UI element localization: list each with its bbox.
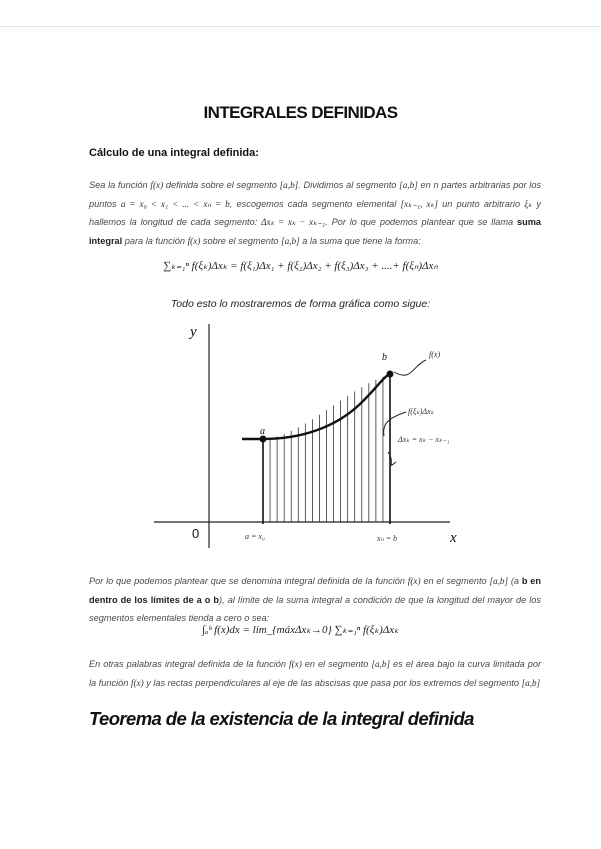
origin-label: 0 <box>192 526 200 541</box>
point-a-label: a <box>260 426 265 437</box>
riemann-sum-graph <box>150 312 470 552</box>
paragraph-definition: Sea la función f(x) definida sobre el segmento [a,b]. Dividimos al segmento [a,b] en n partes arbitrarias por los puntos a = x₀ < x₁ < ... < xₙ = b, escogemos cada segmento elemental [xₖ₋₁, xₖ] un punto arbitrario ξₖ y hallemos la longitud de cada segmento: Δxₖ = xₖ − xₖ₋₁. Por lo que podemos plantear que se llama suma integral para la función f(x) sobre el segmento [a,b] a la suma que tiene la forma: <box>89 180 542 246</box>
paragraph-integral-definition: Por lo que podemos plantear que se denomina integral definida de la función f(x) en el segmento [a,b] (a b en dentro de los límites de a o b), al límite de la suma integral a condición de que la longitud del mayor de los segmentos elementales tienda a cero o sea: <box>89 576 541 623</box>
point-b-label: b <box>382 352 387 363</box>
function-label: f(x) <box>429 350 441 359</box>
graph-caption: Todo esto lo mostraremos de forma gráfica como sigue: <box>170 298 431 310</box>
delta-x-label: Δxₖ = xₖ − xₖ₋₁ <box>398 435 450 444</box>
integral-formula: ∫ₐᵇ f(x)dx = lim_{máxΔxₖ→0} ∑ₖ₌₁ⁿ f(ξₖ)Δxₖ <box>202 624 399 636</box>
document-title: INTEGRALES DEFINIDAS <box>203 103 398 122</box>
y-axis-label: y <box>190 324 197 340</box>
arrow-fdx <box>384 412 406 436</box>
paragraph-area-interpretation: En otras palabras integral definida de la función f(x) en el segmento [a,b] es el área bajo la curva limitada por la función f(x) y las rectas perpendiculares al eje de las abscisas que pasa por los extremos del segmento [a,b] <box>89 659 542 688</box>
x-axis-label: x <box>450 530 457 546</box>
xn-b-label: xₙ = b <box>377 534 398 543</box>
sum-formula: ∑ₖ₌₁ⁿ f(ξₖ)Δxₖ = f(ξ₁)Δx₁ + f(ξ₂)Δx₂ + f(ξ₃)Δx₃ + ....+ f(ξₙ)Δxₙ <box>163 260 438 272</box>
section-heading: Teorema de la existencia de la integral definida <box>89 708 474 729</box>
a-x0-label: a = x₀ <box>245 532 265 541</box>
document-subtitle: Cálculo de una integral definida: <box>89 147 259 159</box>
arrow-fx <box>394 360 426 375</box>
strip-area-label: f(ξₖ)Δxₖ <box>408 407 435 416</box>
